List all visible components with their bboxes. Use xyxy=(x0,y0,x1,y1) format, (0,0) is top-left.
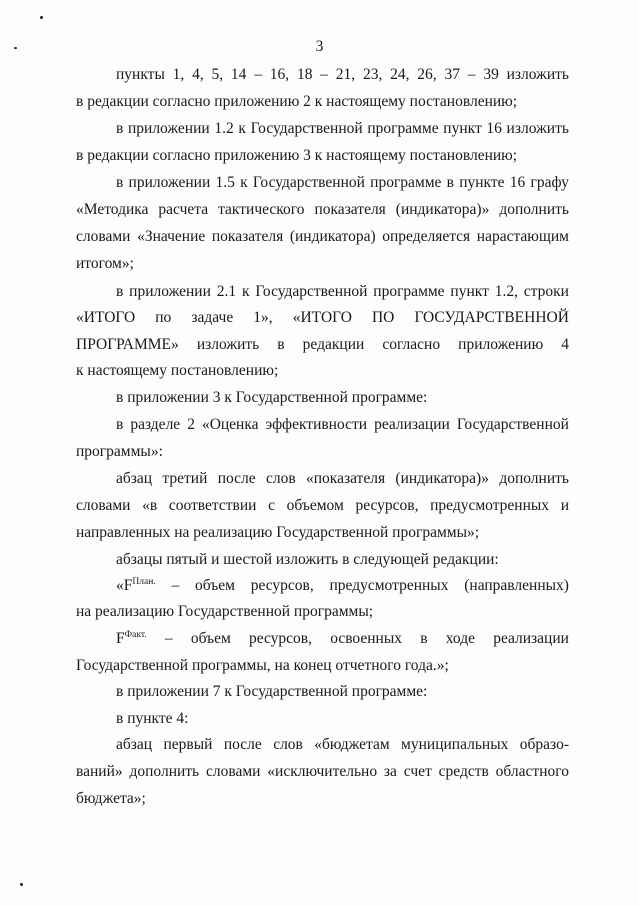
word: абзац xyxy=(116,736,153,753)
word: муниципальных xyxy=(401,736,509,753)
word: (индикатора)» xyxy=(395,470,489,487)
word: пункте xyxy=(459,174,505,191)
text-line xyxy=(116,174,569,192)
text-line: в пункте 4: xyxy=(116,710,189,727)
word: программе xyxy=(367,120,439,137)
word: словами xyxy=(76,228,131,245)
text-line: программы»: xyxy=(76,443,163,460)
word: слов xyxy=(265,470,296,487)
text-line: абзацы пятый и шестой изложить в следующей редакции: xyxy=(116,551,499,568)
word: счет xyxy=(403,763,432,780)
word: 4 xyxy=(561,336,569,353)
text-line xyxy=(116,66,569,84)
word: ГОСУДАРСТВЕННОЙ xyxy=(414,309,569,326)
word: (направленных) xyxy=(464,577,569,594)
word: и xyxy=(560,497,569,514)
word: – xyxy=(254,66,262,83)
word: Государственной xyxy=(252,174,365,191)
word: изложить xyxy=(506,66,569,83)
word: изложить xyxy=(196,336,260,353)
word: к xyxy=(240,174,248,191)
word: ходе xyxy=(445,630,475,647)
text-line xyxy=(116,416,569,434)
word: средств xyxy=(438,763,489,780)
word: 18 xyxy=(296,66,313,83)
word: реализации xyxy=(493,630,569,647)
word: «бюджетам xyxy=(314,736,390,753)
word: ПРОГРАММЕ» xyxy=(76,336,179,353)
word: «Методика xyxy=(76,201,149,218)
word: «в xyxy=(142,497,158,514)
word: предусмотренных xyxy=(430,497,550,514)
word: дополнить xyxy=(499,470,569,487)
word: (индикатора)» xyxy=(395,201,490,218)
text-line xyxy=(76,201,569,219)
word: в xyxy=(420,630,428,647)
word: «Оценка xyxy=(201,416,259,433)
word: приложению xyxy=(458,336,544,353)
word: в xyxy=(116,416,124,433)
scan-speck xyxy=(20,883,23,886)
word: в xyxy=(277,336,285,353)
text-line: в редакции согласно приложению 2 к настоящему постановлению; xyxy=(76,93,518,110)
word: ресурсов, xyxy=(355,497,419,514)
word: ваний» xyxy=(76,763,123,780)
word: 16, xyxy=(269,66,290,83)
word: объем xyxy=(190,630,231,647)
text-line xyxy=(116,470,569,488)
word: (индикатора) xyxy=(289,228,376,245)
word: ресурсов, xyxy=(250,577,314,594)
word: словами xyxy=(76,497,131,514)
word: 2 xyxy=(187,416,195,433)
word: пункты xyxy=(116,66,165,83)
word: дополнить xyxy=(499,201,569,218)
word: 21, xyxy=(335,66,356,83)
word: предусмотренных xyxy=(329,577,449,594)
word: 1.2 xyxy=(214,120,234,137)
word: приложении xyxy=(127,120,210,137)
word: освоенных xyxy=(330,630,403,647)
text-line xyxy=(116,283,569,301)
word: ресурсов, xyxy=(248,630,312,647)
word: по xyxy=(155,309,172,326)
formula-symbol: «$F^{План.}$ xyxy=(116,577,156,594)
word: с xyxy=(268,497,275,514)
word: после xyxy=(217,470,256,487)
text-line: на реализацию Государственной программы; xyxy=(76,603,374,620)
word: пункт xyxy=(450,283,489,300)
word: 24, xyxy=(390,66,410,83)
word: пункт xyxy=(443,120,482,137)
text-line: Государственной программы, на конец отчетного года.»; xyxy=(76,657,449,674)
word: «показателя xyxy=(305,470,386,487)
word: приложении xyxy=(128,174,211,191)
word: 1.5 xyxy=(215,174,235,191)
word: объемом xyxy=(286,497,344,514)
text-line xyxy=(76,309,569,327)
word: задаче xyxy=(191,309,234,326)
word: в xyxy=(116,174,124,191)
word: 16 xyxy=(509,174,526,191)
text-line xyxy=(116,736,569,754)
word: изложить xyxy=(506,120,569,137)
text-line: в приложении 3 к Государственной программе: xyxy=(116,389,428,406)
word: в xyxy=(116,120,124,137)
word: дополнить xyxy=(129,763,200,780)
text-line: бюджета»; xyxy=(76,790,146,807)
scan-speck xyxy=(40,16,43,19)
formula-line-fact xyxy=(116,630,569,648)
word: объем xyxy=(194,577,235,594)
word: Государственной xyxy=(250,120,363,137)
word: к xyxy=(241,283,250,300)
text-line xyxy=(76,497,569,515)
word: показателя xyxy=(314,201,386,218)
word: слов xyxy=(273,736,303,753)
word: «Значение xyxy=(137,228,206,245)
word: за xyxy=(383,763,397,780)
word: абзац xyxy=(116,470,153,487)
text-line: направленных на реализацию Государственной программы»; xyxy=(76,524,480,541)
word: эффективности xyxy=(265,416,368,433)
word: редакции xyxy=(302,336,365,353)
word: 4, xyxy=(192,66,204,83)
text-line: в приложении 7 к Государственной программе: xyxy=(116,683,428,700)
word: 1, xyxy=(172,66,185,83)
word: третий xyxy=(162,470,208,487)
text-line: итогом»; xyxy=(76,255,134,272)
word: 39 xyxy=(483,66,499,83)
word: – xyxy=(164,630,173,647)
word: реализации xyxy=(374,416,450,433)
word: 23, xyxy=(362,66,383,83)
word: к xyxy=(238,120,246,137)
word: образо- xyxy=(519,736,569,753)
word: в xyxy=(446,174,454,191)
word: программе xyxy=(370,174,442,191)
word: 2.1 xyxy=(216,283,237,300)
word: «ИТОГО xyxy=(76,309,136,326)
word: 16 xyxy=(486,120,502,137)
word: первый xyxy=(163,736,213,753)
word: определяется xyxy=(382,228,471,245)
word: после xyxy=(223,736,262,753)
word: 1», xyxy=(253,309,273,326)
word: графу xyxy=(530,174,569,191)
word: 26, xyxy=(417,66,437,83)
word: Государственной xyxy=(456,416,569,433)
word: соответствии xyxy=(168,497,257,514)
text-line xyxy=(76,336,569,354)
word: в xyxy=(116,283,124,300)
word: 14 xyxy=(230,66,247,83)
text-line xyxy=(76,763,569,781)
word: показателя xyxy=(211,228,284,245)
word: 1.2, xyxy=(494,283,518,300)
word: программе xyxy=(373,283,445,300)
word: – xyxy=(171,577,180,594)
word: строки xyxy=(523,283,569,300)
text-line xyxy=(76,228,569,246)
text-line: к настоящему постановлению; xyxy=(76,362,279,379)
word: согласно xyxy=(382,336,441,353)
word: «ИТОГО xyxy=(292,309,352,326)
word: – xyxy=(320,66,328,83)
word: – xyxy=(467,66,476,83)
word: разделе xyxy=(130,416,181,433)
word: словами xyxy=(205,763,261,780)
formula-symbol: $F^{Факт.}$ xyxy=(116,630,147,647)
word: расчета xyxy=(158,201,209,218)
page-number: 3 xyxy=(315,38,324,55)
word: «исключительно xyxy=(267,763,378,780)
word: ПО xyxy=(371,309,395,326)
text-line xyxy=(116,120,569,138)
word: 37 xyxy=(444,66,460,83)
word: тактического xyxy=(218,201,305,218)
text-line: в редакции согласно приложению 3 к настоящему постановлению; xyxy=(76,147,518,164)
word: приложении xyxy=(129,283,211,300)
word: Государственной xyxy=(255,283,368,300)
word: нарастающим xyxy=(476,228,569,245)
formula-line-plan xyxy=(116,577,569,595)
word: областного xyxy=(495,763,569,780)
word: 5, xyxy=(211,66,224,83)
